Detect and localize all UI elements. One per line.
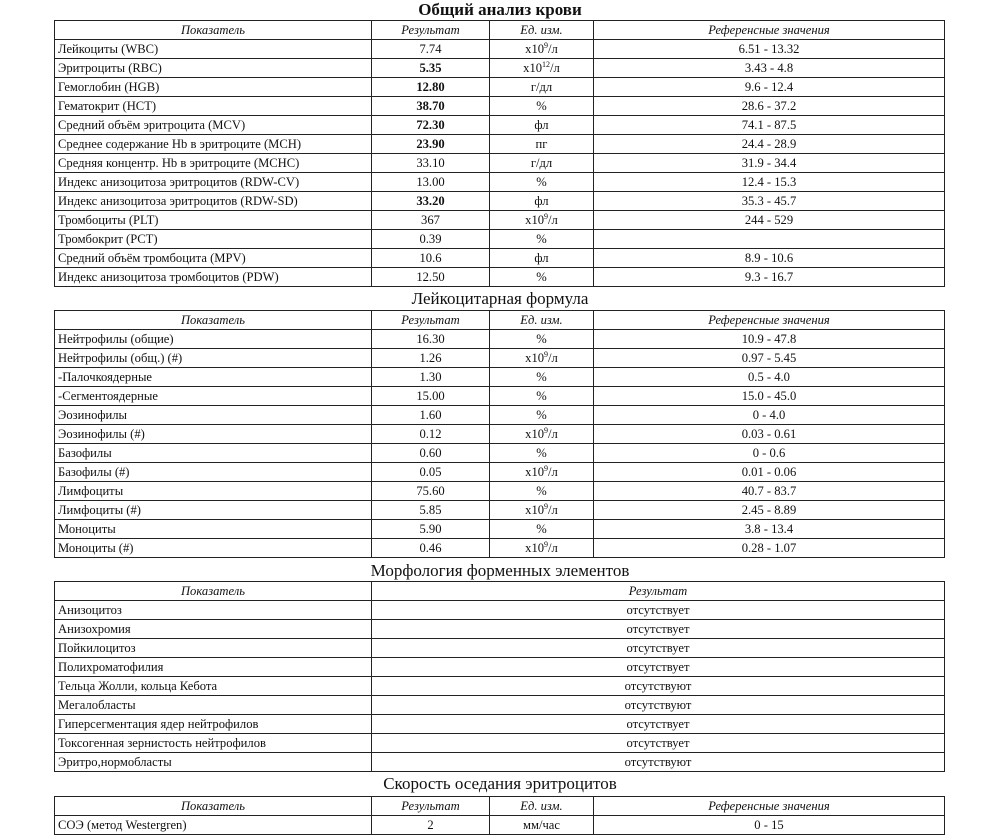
unit-cell [490, 482, 594, 501]
table-row [55, 482, 945, 501]
col-header-result: Результат [372, 582, 945, 601]
result-value: отсутствует [372, 601, 945, 620]
unit-text: x10 [525, 540, 545, 555]
table-row [55, 135, 945, 154]
col-header-indicator: Показатель [55, 21, 372, 40]
reference-range: 0.5 - 4.0 [594, 368, 945, 387]
unit-exponent: 9 [544, 539, 549, 549]
result-value: 1.60 [372, 406, 490, 425]
table-row [55, 677, 945, 696]
unit-exponent: 9 [544, 425, 549, 435]
reference-range: 0.28 - 1.07 [594, 539, 945, 558]
unit-exponent: 9 [544, 463, 549, 473]
reference-range: 0 - 4.0 [594, 406, 945, 425]
reference-range: 28.6 - 37.2 [594, 97, 945, 116]
unit-text: % [536, 388, 547, 403]
table-row [55, 154, 945, 173]
unit-exponent: 9 [544, 349, 549, 359]
indicator-name: Моноциты [55, 520, 372, 539]
result-value: отсутствует [372, 639, 945, 658]
unit-suffix: /л [548, 426, 558, 441]
table-row [55, 387, 945, 406]
result-value: отсутствуют [372, 753, 945, 772]
unit-text: мм/час [523, 817, 560, 832]
result-value: 7.74 [372, 40, 490, 59]
col-header-unit: Ед. изм. [490, 311, 594, 330]
unit-suffix: /л [548, 502, 558, 517]
indicator-name: Лимфоциты [55, 482, 372, 501]
indicator-name: Моноциты (#) [55, 539, 372, 558]
reference-range: 12.4 - 15.3 [594, 173, 945, 192]
unit-cell [490, 249, 594, 268]
indicator-name: Гемоглобин (HGB) [55, 78, 372, 97]
unit-text: % [536, 174, 547, 189]
unit-text: % [536, 407, 547, 422]
unit-cell [490, 539, 594, 558]
result-value: 16.30 [372, 330, 490, 349]
unit-cell [490, 116, 594, 135]
table-row [55, 425, 945, 444]
indicator-name: Средняя концентр. Hb в эритроците (MCHC) [55, 154, 372, 173]
indicator-name: Лимфоциты (#) [55, 501, 372, 520]
table-row [55, 78, 945, 97]
reference-range: 24.4 - 28.9 [594, 135, 945, 154]
table-row [55, 734, 945, 753]
col-header-result: Результат [372, 21, 490, 40]
result-value: 2 [372, 816, 490, 835]
reference-range: 0 - 0.6 [594, 444, 945, 463]
reference-range: 40.7 - 83.7 [594, 482, 945, 501]
indicator-name: Эозинофилы [55, 406, 372, 425]
col-header-result: Результат [372, 797, 490, 816]
indicator-name: Индекс анизоцитоза эритроцитов (RDW-SD) [55, 192, 372, 211]
result-value: 0.39 [372, 230, 490, 249]
result-value: 5.35 [372, 59, 490, 78]
unit-cell [490, 349, 594, 368]
table-row [55, 230, 945, 249]
result-value: отсутствует [372, 715, 945, 734]
reference-range: 2.45 - 8.89 [594, 501, 945, 520]
reference-range: 15.0 - 45.0 [594, 387, 945, 406]
indicator-name: Лейкоциты (WBC) [55, 40, 372, 59]
table-row [55, 330, 945, 349]
result-value: 0.05 [372, 463, 490, 482]
table-row [55, 173, 945, 192]
table-row [55, 192, 945, 211]
unit-exponent: 9 [544, 211, 549, 221]
result-value: 0.46 [372, 539, 490, 558]
unit-text: x10 [525, 426, 545, 441]
table-row [55, 444, 945, 463]
indicator-name: Мегалобласты [55, 696, 372, 715]
unit-text: % [536, 521, 547, 536]
unit-text: г/дл [530, 79, 553, 94]
indicator-name: Индекс анизоцитоза эритроцитов (RDW-CV) [55, 173, 372, 192]
indicator-name: Тельца Жолли, кольца Кебота [55, 677, 372, 696]
result-value: отсутствуют [372, 696, 945, 715]
esr-table [54, 796, 945, 835]
reference-range: 244 - 529 [594, 211, 945, 230]
unit-cell [490, 463, 594, 482]
indicator-name: Среднее содержание Hb в эритроците (MCH) [55, 135, 372, 154]
unit-text: г/дл [530, 155, 553, 170]
unit-text: пг [535, 136, 548, 151]
unit-cell [490, 816, 594, 835]
table-row [55, 520, 945, 539]
table-row [55, 116, 945, 135]
reference-range: 3.43 - 4.8 [594, 59, 945, 78]
result-value: 367 [372, 211, 490, 230]
esr-title: Скорость оседания эритроцитов [383, 774, 617, 793]
unit-cell [490, 330, 594, 349]
unit-text: x10 [525, 464, 545, 479]
unit-suffix: /л [548, 350, 558, 365]
indicator-name: Эозинофилы (#) [55, 425, 372, 444]
result-value: 1.30 [372, 368, 490, 387]
table-row [55, 658, 945, 677]
table-row [55, 268, 945, 287]
table-row [55, 501, 945, 520]
reference-range: 0 - 15 [594, 816, 945, 835]
table-row [55, 753, 945, 772]
reference-range: 10.9 - 47.8 [594, 330, 945, 349]
result-value: 12.50 [372, 268, 490, 287]
indicator-name: Пойкилоцитоз [55, 639, 372, 658]
unit-exponent: 9 [544, 501, 549, 511]
morph-table [54, 581, 945, 772]
result-value: 33.10 [372, 154, 490, 173]
unit-suffix: /л [548, 41, 558, 56]
col-header-reference: Референсные значения [594, 21, 945, 40]
unit-text: x10 [525, 212, 545, 227]
result-value: отсутствует [372, 620, 945, 639]
result-value: 72.30 [372, 116, 490, 135]
unit-text: x10 [523, 60, 543, 75]
result-value: 5.90 [372, 520, 490, 539]
reference-range: 0.03 - 0.61 [594, 425, 945, 444]
unit-cell [490, 211, 594, 230]
table-row [55, 249, 945, 268]
leuko-title: Лейкоцитарная формула [411, 289, 589, 308]
reference-range: 35.3 - 45.7 [594, 192, 945, 211]
reference-range: 0.01 - 0.06 [594, 463, 945, 482]
unit-cell [490, 230, 594, 249]
unit-suffix: /л [548, 212, 558, 227]
result-value: 23.90 [372, 135, 490, 154]
indicator-name: Тромбокрит (PCT) [55, 230, 372, 249]
unit-cell [490, 192, 594, 211]
indicator-name: Гематокрит (HCT) [55, 97, 372, 116]
table-row [55, 211, 945, 230]
unit-text: % [536, 98, 547, 113]
reference-range: 9.6 - 12.4 [594, 78, 945, 97]
unit-text: % [536, 483, 547, 498]
unit-text: % [536, 331, 547, 346]
unit-cell [490, 368, 594, 387]
indicator-name: Эритро,нормобласты [55, 753, 372, 772]
unit-exponent: 9 [544, 40, 549, 50]
unit-suffix: /л [550, 60, 560, 75]
col-header-result: Результат [372, 311, 490, 330]
indicator-name: Базофилы (#) [55, 463, 372, 482]
table-row [55, 463, 945, 482]
table-row [55, 816, 945, 835]
result-value: 12.80 [372, 78, 490, 97]
unit-text: x10 [525, 41, 545, 56]
unit-cell [490, 40, 594, 59]
unit-cell [490, 520, 594, 539]
result-value: отсутствуют [372, 677, 945, 696]
unit-text: % [536, 445, 547, 460]
indicator-name: Полихроматофилия [55, 658, 372, 677]
result-value: 15.00 [372, 387, 490, 406]
unit-exponent: 12 [542, 59, 551, 69]
unit-cell [490, 444, 594, 463]
indicator-name: Эритроциты (RBC) [55, 59, 372, 78]
unit-cell [490, 78, 594, 97]
indicator-name: Нейтрофилы (общ.) (#) [55, 349, 372, 368]
reference-range: 74.1 - 87.5 [594, 116, 945, 135]
leuko-table [54, 310, 945, 558]
indicator-name: Тромбоциты (PLT) [55, 211, 372, 230]
result-value: отсутствует [372, 658, 945, 677]
leuko-header-row [55, 311, 945, 330]
reference-range: 8.9 - 10.6 [594, 249, 945, 268]
cbc-header-row [55, 21, 945, 40]
unit-text: % [536, 269, 547, 284]
cbc-table [54, 20, 945, 287]
indicator-name: Анизоцитоз [55, 601, 372, 620]
indicator-name: Гиперсегментация ядер нейтрофилов [55, 715, 372, 734]
unit-text: фл [534, 193, 549, 208]
col-header-unit: Ед. изм. [490, 797, 594, 816]
indicator-name: Токсогенная зернистость нейтрофилов [55, 734, 372, 753]
result-value: 5.85 [372, 501, 490, 520]
result-value: 13.00 [372, 173, 490, 192]
result-value: 0.12 [372, 425, 490, 444]
col-header-indicator: Показатель [55, 582, 372, 601]
result-value: 75.60 [372, 482, 490, 501]
reference-range [594, 230, 945, 249]
unit-text: фл [534, 117, 549, 132]
table-row [55, 715, 945, 734]
table-row [55, 601, 945, 620]
unit-text: x10 [525, 502, 545, 517]
col-header-indicator: Показатель [55, 311, 372, 330]
col-header-indicator: Показатель [55, 797, 372, 816]
indicator-name: СОЭ (метод Westergren) [55, 816, 372, 835]
table-row [55, 349, 945, 368]
table-row [55, 620, 945, 639]
unit-suffix: /л [548, 464, 558, 479]
table-row [55, 406, 945, 425]
unit-cell [490, 501, 594, 520]
reference-range: 0.97 - 5.45 [594, 349, 945, 368]
cbc-title: Общий анализ крови [418, 0, 582, 19]
unit-cell [490, 425, 594, 444]
unit-cell [490, 97, 594, 116]
unit-text: x10 [525, 350, 545, 365]
table-row [55, 539, 945, 558]
indicator-name: Средний объём тромбоцита (MPV) [55, 249, 372, 268]
indicator-name: Базофилы [55, 444, 372, 463]
col-header-reference: Референсные значения [594, 797, 945, 816]
table-row [55, 97, 945, 116]
indicator-name: Средний объём эритроцита (MCV) [55, 116, 372, 135]
indicator-name: Анизохромия [55, 620, 372, 639]
morph-title: Морфология форменных элементов [370, 561, 630, 580]
morph-header-row [55, 582, 945, 601]
unit-cell [490, 173, 594, 192]
unit-text: % [536, 231, 547, 246]
unit-cell [490, 135, 594, 154]
table-row [55, 368, 945, 387]
unit-cell [490, 59, 594, 78]
unit-cell [490, 154, 594, 173]
indicator-name: -Сегментоядерные [55, 387, 372, 406]
unit-text: % [536, 369, 547, 384]
col-header-reference: Референсные значения [594, 311, 945, 330]
table-row [55, 40, 945, 59]
result-value: 38.70 [372, 97, 490, 116]
unit-suffix: /л [548, 540, 558, 555]
table-row [55, 59, 945, 78]
table-row [55, 696, 945, 715]
col-header-unit: Ед. изм. [490, 21, 594, 40]
indicator-name: -Палочкоядерные [55, 368, 372, 387]
result-value: 1.26 [372, 349, 490, 368]
result-value: отсутствует [372, 734, 945, 753]
indicator-name: Индекс анизоцитоза тромбоцитов (PDW) [55, 268, 372, 287]
unit-cell [490, 387, 594, 406]
unit-cell [490, 268, 594, 287]
reference-range: 3.8 - 13.4 [594, 520, 945, 539]
table-row [55, 639, 945, 658]
result-value: 10.6 [372, 249, 490, 268]
unit-cell [490, 406, 594, 425]
indicator-name: Нейтрофилы (общие) [55, 330, 372, 349]
result-value: 33.20 [372, 192, 490, 211]
result-value: 0.60 [372, 444, 490, 463]
unit-text: фл [534, 250, 549, 265]
esr-header-row [55, 797, 945, 816]
reference-range: 31.9 - 34.4 [594, 154, 945, 173]
reference-range: 6.51 - 13.32 [594, 40, 945, 59]
reference-range: 9.3 - 16.7 [594, 268, 945, 287]
